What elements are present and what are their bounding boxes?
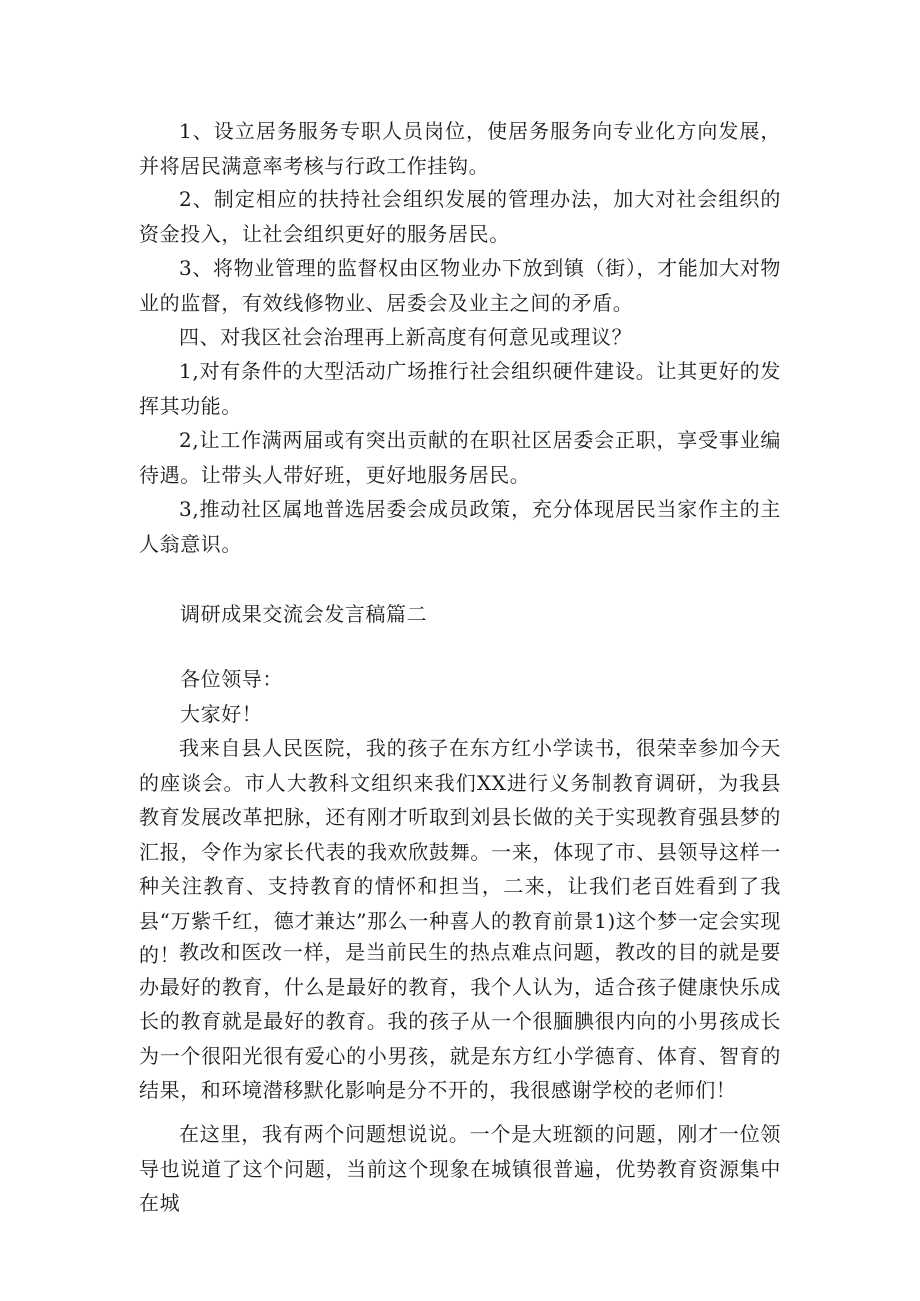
section-title: 调研成果交流会发言稿篇二 [180,602,428,626]
measure-item-3: 3、将物业管理的监督权由区物业办下放到镇（街），才能加大对物业的监督，有效线修物业、居委会及业主之间的矛盾。 [139,256,781,315]
speech-paragraph-2: 教改和医改一样，是当前民生的热点难点问题，教改的目的就是要办最好的教育，什么是最好的教育，我个人认为，适合孩子健康快乐成长的教育就是最好的教育。我的孩子从一个很腼腆很内向的小男孩成长为一个很阳光很有爱心的小男孩，就是东方红小学德育、体育、智育的结果，和环境潜移默化影响是分不开的，我很感谢学校的老师们！ [139,940,781,1102]
suggestion-item-2: 2,让工作满两届或有突出贡献的在职社区居委会正职，享受事业编待遇。让带头人带好班，更好地服务居民。 [139,428,781,487]
speech-paragraph-3: 在这里，我有两个问题想说说。一个是大班额的问题，刚才一位领导也说道了这个问题，当前这个现象在城镇很普遍，优势教育资源集中在城 [139,1122,781,1215]
question-heading: 四、对我区社会治理再上新高度有何意见或理议？ [179,325,633,349]
salutation: 各位领导： [180,667,283,691]
greeting: 大家好！ [180,702,263,726]
speech-paragraph-1: 我来自县人民医院，我的孩子在东方红小学读书，很荣幸参加今天的座谈会。市人大教科文组织来我们XX进行义务制教育调研，为我县教育发展改革把脉，还有刚才听取到刘县长做的关于实现教育强县梦的汇报，令作为家长代表的我欢欣鼓舞。一来，体现了市、县领导这样一种关注教育、支持教育的情怀和担当，二来，让我们老百姓看到了我县“万紫千红，德才兼达”那么一种喜人的教育前景1)这个梦一定会实现的！ [139,736,781,967]
measure-item-1: 1、设立居务服务专职人员岗位，使居务服务向专业化方向发展，并将居民满意率考核与行政工作挂钩。 [139,119,781,178]
suggestion-item-1: 1,对有条件的大型活动广场推行社会组织硬件建设。让其更好的发挥其功能。 [139,359,781,418]
measure-item-2: 2、制定相应的扶持社会组织发展的管理办法，加大对社会组织的资金投入，让社会组织更好的服务居民。 [139,187,781,246]
suggestion-item-3: 3,推动社区属地普选居委会成员政策，充分体现居民当家作主的主人翁意识。 [139,497,781,556]
